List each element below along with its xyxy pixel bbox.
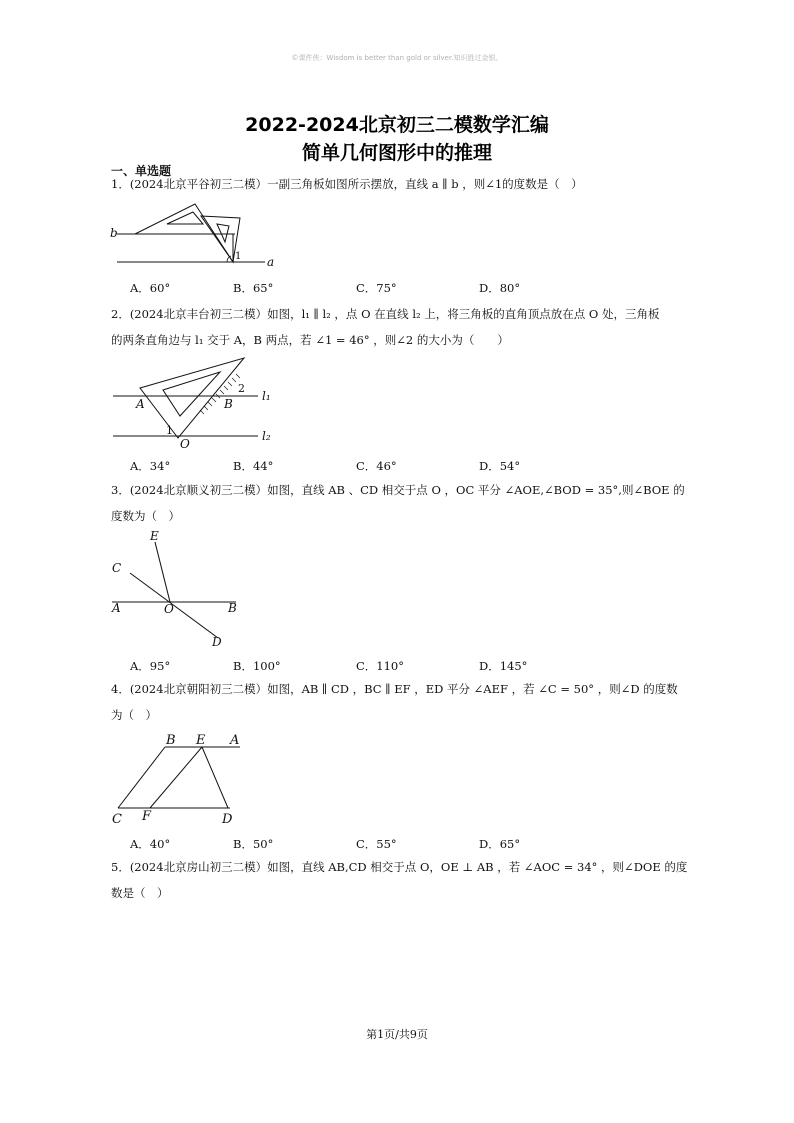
- option-c[interactable]: C．55°: [356, 837, 397, 851]
- label-E: E: [196, 733, 206, 748]
- set-square-1: [135, 204, 233, 262]
- question-4-figure: [110, 728, 260, 826]
- label-O: O: [164, 602, 174, 616]
- label-A: A: [112, 601, 121, 615]
- section-heading: 一、单选题: [111, 164, 172, 178]
- label-a: a: [267, 255, 275, 269]
- question-5-line-2: 数是（ ）: [111, 886, 169, 900]
- label-E: E: [150, 529, 159, 543]
- question-2-figure: [108, 352, 288, 450]
- label-A: A: [230, 733, 240, 748]
- option-b[interactable]: B．100°: [233, 659, 281, 673]
- question-4-line-1: 4．(2024北京朝阳初三二模）如图，AB ∥ CD ，BC ∥ EF ，ED 平分 ∠AEF ，若 ∠C = 50° ，则∠D 的度数: [111, 682, 678, 696]
- question-1-figure: [105, 200, 285, 275]
- label-l1: l₁: [262, 389, 271, 403]
- label-angle-1: 1: [166, 424, 173, 437]
- label-B: B: [224, 397, 233, 411]
- question-5-line-1: 5．(2024北京房山初三二模）如图，直线 AB,CD 相交于点 O，OE ⊥ AB ，若 ∠AOC = 34° ，则∠DOE 的度: [111, 860, 688, 874]
- option-b[interactable]: B．65°: [233, 281, 274, 295]
- question-2-line-2: 的两条直角边与 l₁ 交于 A，B 两点，若 ∠1 = 46° ，则∠2 的大小为（ ）: [111, 333, 509, 347]
- page-title: 2022-2024北京初三二模数学汇编: [245, 114, 549, 136]
- option-a[interactable]: A．95°: [130, 659, 171, 673]
- option-d[interactable]: D．145°: [479, 659, 528, 673]
- watermark: ©课件侠：Wisdom is better than gold or silver.知识胜过金银。: [291, 54, 503, 62]
- set-square-2-inner: [217, 224, 229, 242]
- option-c[interactable]: C．46°: [356, 459, 397, 473]
- ruler-ticks: [200, 374, 240, 414]
- question-3-line-2: 度数为（ ）: [111, 509, 180, 523]
- page-number: 第1页/共9页: [366, 1028, 428, 1041]
- question-3-line-1: 3．(2024北京顺义初三二模）如图，直线 AB 、CD 相交于点 O ，OC 平分 ∠AOE,∠BOD = 35°,则∠BOE 的: [111, 483, 685, 497]
- label-B: B: [228, 601, 237, 615]
- label-angle-2: 2: [238, 382, 245, 395]
- option-b[interactable]: B．44°: [233, 459, 274, 473]
- label-b: b: [110, 226, 118, 240]
- label-D: D: [212, 635, 222, 649]
- option-a[interactable]: A．34°: [130, 459, 171, 473]
- label-F: F: [142, 809, 152, 824]
- question-4-line-2: 为（ ）: [111, 708, 157, 722]
- label-O: O: [180, 437, 190, 451]
- option-c[interactable]: C．75°: [356, 281, 397, 295]
- question-2-line-1: 2．(2024北京丰台初三二模）如图，l₁ ∥ l₂ ，点 O 在直线 l₂ 上，将三角板的直角顶点放在点 O 处，三角板: [111, 307, 660, 321]
- question-3-figure: [108, 528, 248, 650]
- label-C: C: [112, 812, 122, 827]
- label-C: C: [112, 561, 122, 575]
- option-d[interactable]: D．54°: [479, 459, 521, 473]
- option-a[interactable]: A．60°: [130, 281, 171, 295]
- page-subtitle: 简单几何图形中的推理: [301, 142, 492, 164]
- option-d[interactable]: D．80°: [479, 281, 521, 295]
- label-angle-1: 1: [235, 251, 242, 262]
- label-A: A: [136, 397, 145, 411]
- question-1-text: 1．(2024北京平谷初三二模）一副三角板如图所示摆放，直线 a ∥ b ，则∠1的度数是（ ）: [111, 177, 583, 191]
- option-c[interactable]: C．110°: [356, 659, 404, 673]
- label-B: B: [166, 733, 176, 748]
- label-l2: l₂: [262, 429, 271, 443]
- line-CD: [130, 573, 218, 638]
- option-d[interactable]: D．65°: [479, 837, 521, 851]
- option-b[interactable]: B．50°: [233, 837, 274, 851]
- option-a[interactable]: A．40°: [130, 837, 171, 851]
- segment-ED: [202, 747, 228, 808]
- set-square-1-inner: [167, 212, 203, 224]
- label-D: D: [222, 812, 233, 827]
